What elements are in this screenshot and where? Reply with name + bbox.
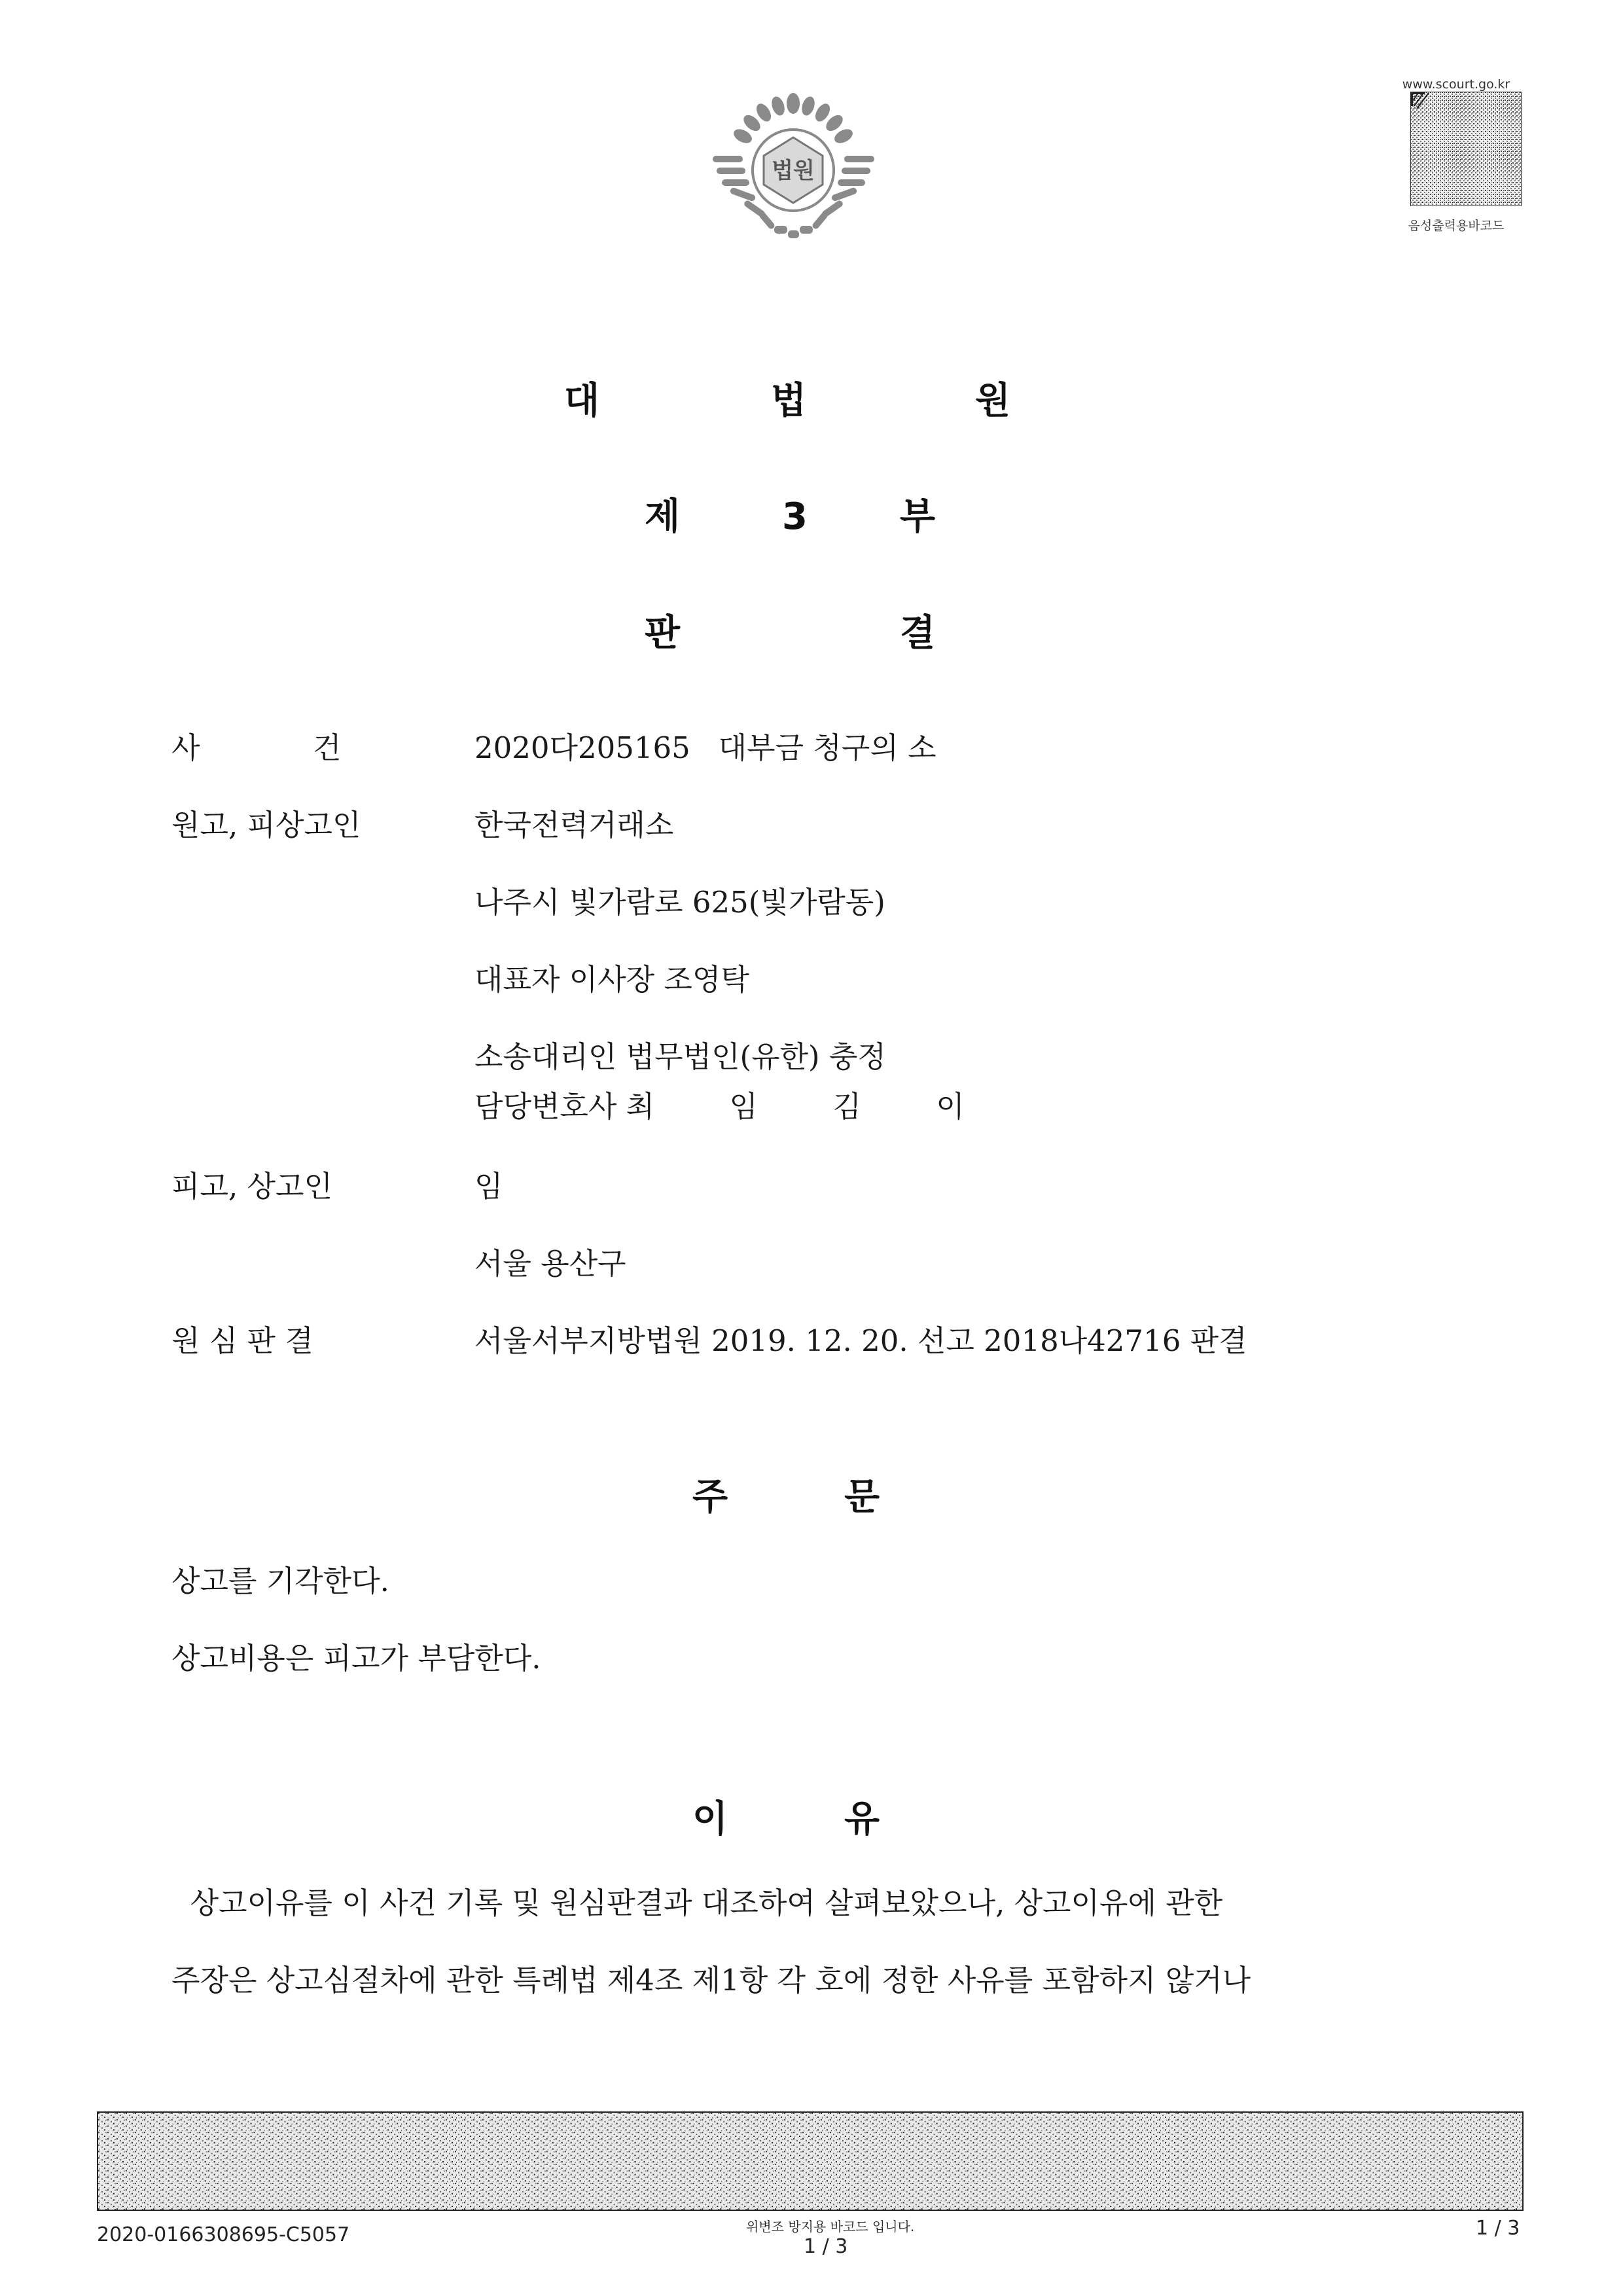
qr-url-text: www.scourt.go.kr <box>1402 77 1510 92</box>
reasons-line-1: 상고이유를 이 사건 기록 및 원심판결과 대조하여 살펴보았으나, 상고이유에 관한 <box>171 1886 1223 1920</box>
plaintiff-representative: 대표자 이사장 조영탁 <box>474 962 749 997</box>
plaintiff-name: 한국전력거래소 <box>474 808 674 842</box>
anti-forgery-barcode <box>97 2111 1524 2211</box>
reasons-heading-char-2: 유 <box>844 1798 880 1840</box>
document-id: 2020-0166308695-C5057 <box>97 2223 350 2246</box>
lower-court-judgment: 서울서부지방법원 2019. 12. 20. 선고 2018나42716 판결 <box>474 1323 1247 1358</box>
voice-output-barcode <box>1410 92 1522 206</box>
title-division-char-1: 제 <box>645 495 681 538</box>
barcode-note: 위변조 방지용 바코드 입니다. <box>746 2219 915 2234</box>
case-number: 2020다205165 대부금 청구의 소 <box>474 730 936 765</box>
svg-text:법원: 법원 <box>772 158 815 184</box>
title-division-char-3: 부 <box>900 495 936 538</box>
reasons-line-2: 주장은 상고심절차에 관한 특례법 제4조 제1항 각 호에 정한 사유를 포함하지 않거나 <box>171 1963 1251 1998</box>
title-court-char-1: 대 <box>564 380 600 422</box>
attorney-names: 담당변호사 최 임 김 이 <box>474 1089 965 1124</box>
title-division-char-2: 3 <box>782 495 808 538</box>
reasons-heading-char-1: 이 <box>692 1798 728 1840</box>
court-emblem-logo <box>710 92 877 252</box>
order-heading-char-1: 주 <box>692 1476 728 1518</box>
order-line-1: 상고를 기각한다. <box>171 1564 389 1598</box>
title-court-char-2: 법 <box>771 380 807 422</box>
defendant-label: 피고, 상고인 <box>171 1169 332 1204</box>
defendant-name: 임 <box>474 1169 503 1204</box>
order-line-2: 상고비용은 피고가 부담한다. <box>171 1641 541 1676</box>
attorney-firm: 소송대리인 법무법인(유한) 충정 <box>474 1039 886 1074</box>
case-label-char-1: 사 <box>171 730 200 765</box>
case-label-char-2: 건 <box>313 730 342 765</box>
order-heading-char-2: 문 <box>844 1476 880 1518</box>
lower-court-label: 원 심 판 결 <box>171 1323 313 1358</box>
page-number-right: 1 / 3 <box>1476 2217 1520 2240</box>
qr-caption: 음성출력용바코드 <box>1408 219 1505 233</box>
plaintiff-label: 원고, 피상고인 <box>171 808 361 842</box>
defendant-address: 서울 용산구 <box>474 1246 626 1281</box>
title-judgment-char-1: 판 <box>645 612 681 655</box>
page-number-center: 1 / 3 <box>804 2235 848 2258</box>
title-judgment-char-2: 결 <box>900 612 936 655</box>
title-court-char-3: 원 <box>975 380 1011 422</box>
plaintiff-address: 나주시 빛가람로 625(빛가람동) <box>474 885 885 920</box>
